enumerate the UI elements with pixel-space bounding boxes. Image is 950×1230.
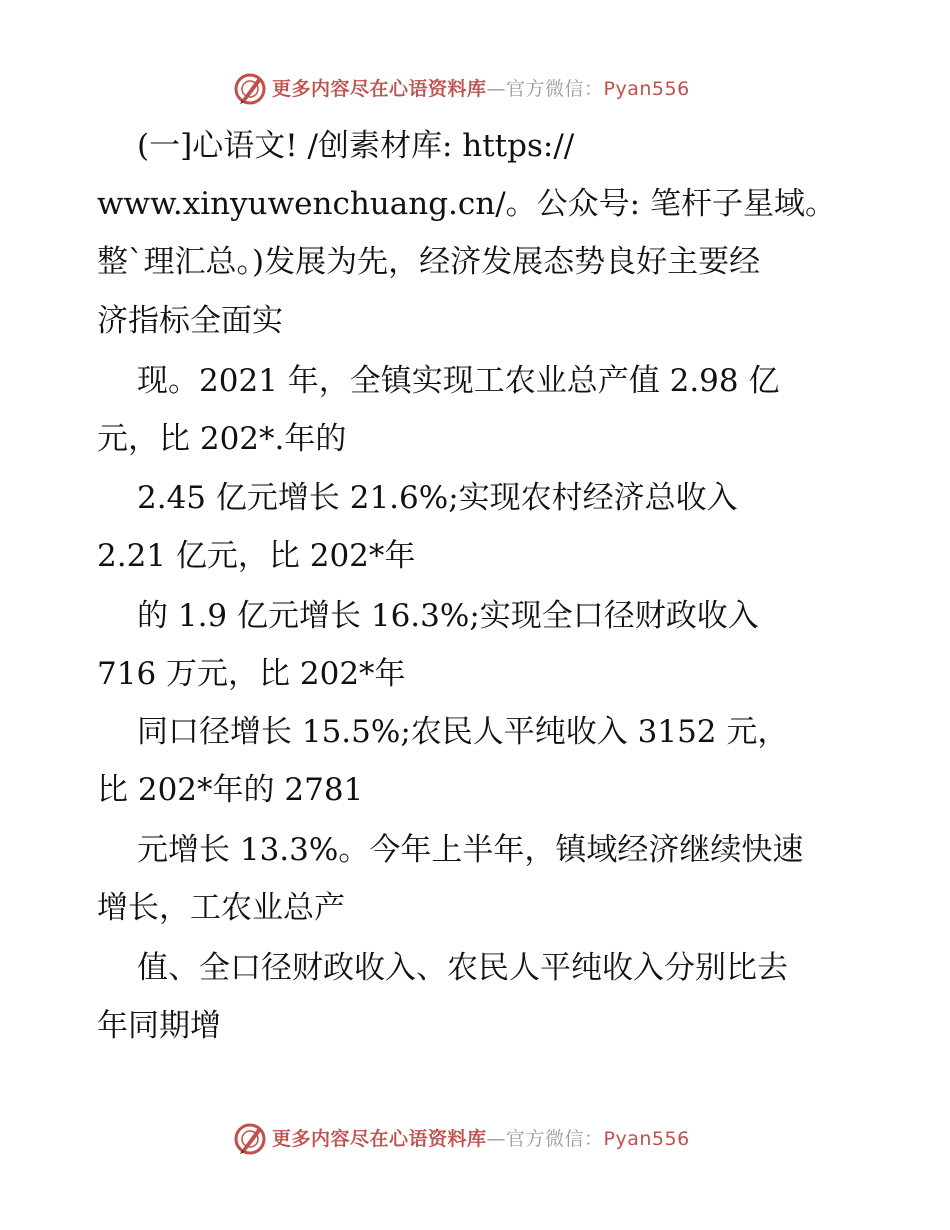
banner-separator: — <box>486 78 507 100</box>
banner-wechat-label: 官方微信： <box>506 78 604 100</box>
banner-wechat-id: Pyan556 <box>603 78 690 100</box>
text-line: 值、全口径财政收入、农民人平纯收入分别比去 <box>137 950 788 986</box>
text-line: (一]心语文! /创素材库: https:// <box>137 128 575 164</box>
text-line: 同口径增长 15.5%;农民人平纯收入 3152 元， <box>137 714 789 750</box>
text-line: 年同期增 <box>97 1008 221 1044</box>
text-line: 增长，工农业总产 <box>97 890 345 926</box>
banner-text <box>272 78 690 100</box>
text-line: 比 202*年的 2781 <box>97 772 364 808</box>
banner-separator: — <box>486 1128 507 1150</box>
text-line: www.xinyuwenchuang.cn/。公众号: 笔杆子星域。 <box>97 186 836 222</box>
text-line: 716 万元，比 202*年 <box>97 656 406 692</box>
text-line: 现。2021 年，全镇实现工农业总产值 2.98 亿 <box>137 363 780 399</box>
pen-logo-icon <box>233 72 267 106</box>
text-line: 元增长 13.3%。今年上半年，镇域经济继续快速 <box>137 832 804 868</box>
text-line: 2.21 亿元，比 202*年 <box>97 538 416 574</box>
text-line: 2.45 亿元增长 21.6%;实现农村经济总收入 <box>137 480 738 516</box>
text-line: 元，比 202*.年的 <box>97 421 347 457</box>
header-banner <box>0 70 950 110</box>
text-line: 的 1.9 亿元增长 16.3%;实现全口径财政收入 <box>137 598 759 634</box>
text-line: 济指标全面实 <box>97 303 283 339</box>
text-line: 整`理汇总。)发展为先，经济发展态势良好主要经 <box>97 244 761 280</box>
banner-main-text: 更多内容尽在心语资料库 <box>272 78 487 100</box>
footer-banner <box>0 1120 950 1160</box>
pen-logo-icon <box>233 1122 267 1156</box>
banner-main-text: 更多内容尽在心语资料库 <box>272 1128 487 1150</box>
banner-wechat-id: Pyan556 <box>603 1128 690 1150</box>
banner-text <box>272 1128 690 1150</box>
banner-wechat-label: 官方微信： <box>506 1128 604 1150</box>
